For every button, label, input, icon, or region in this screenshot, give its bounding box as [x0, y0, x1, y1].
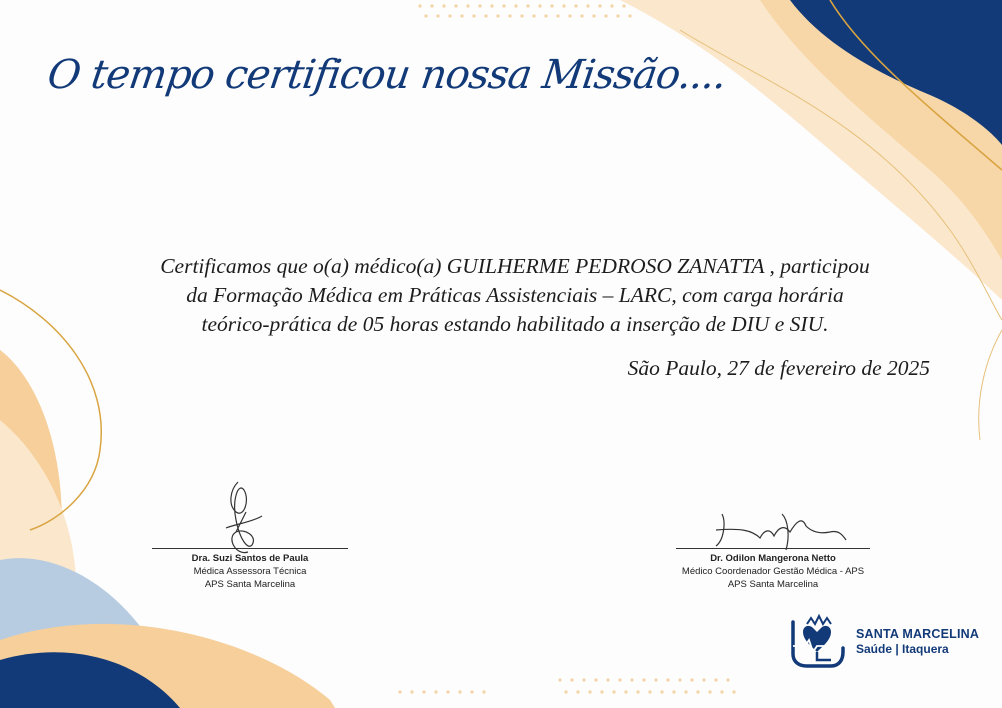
- body-line-1: Certificamos que o(a) médico(a) GUILHERME PEDROSO ZANATTA , participou: [160, 254, 870, 278]
- body-line-2: da Formação Médica em Práticas Assistenciais – LARC, com carga horária: [186, 283, 844, 307]
- signature-line-2: [676, 548, 870, 549]
- signature-2-unit: APS Santa Marcelina: [727, 579, 819, 590]
- signature-1-name: Dra. Suzi Santos de Paula: [191, 553, 309, 564]
- logo-name: SANTA MARCELINA: [856, 627, 980, 641]
- signature-2-role: Médico Coordenador Gestão Médica - APS: [681, 566, 865, 577]
- signature-2-mark: [716, 514, 846, 550]
- signature-block-1: [150, 548, 350, 591]
- signature-1-mark: [226, 482, 262, 553]
- signature-1-role: Médica Assessora Técnica: [193, 566, 307, 577]
- signature-block-2: [668, 548, 878, 591]
- logo-subtitle: Saúde | Itaquera: [856, 642, 949, 656]
- body-line-3: teórico-prática de 05 horas estando habilitado a inserção de DIU e SIU.: [201, 312, 829, 336]
- signature-2-name: Dr. Odilon Mangerona Netto: [710, 553, 836, 564]
- certificate-heading: O tempo certificou nossa Missão....: [44, 52, 729, 98]
- signature-1-unit: APS Santa Marcelina: [204, 579, 296, 590]
- signature-line-1: [152, 548, 348, 549]
- date-line: São Paulo, 27 de fevereiro de 2025: [627, 356, 930, 380]
- logo-text: [856, 627, 979, 657]
